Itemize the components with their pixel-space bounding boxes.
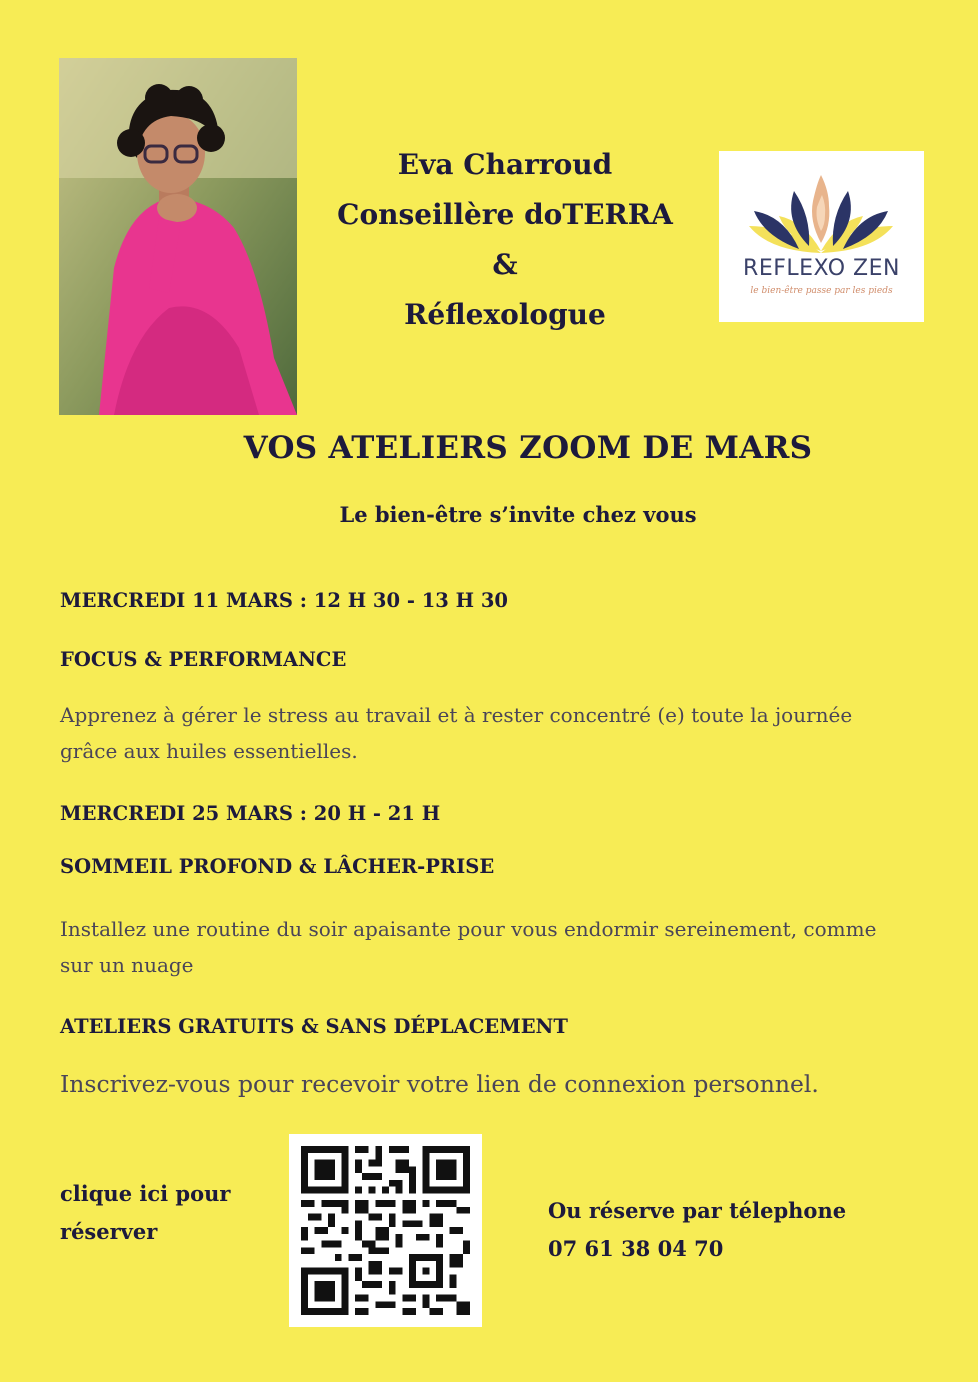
booking-link-line2: réserver xyxy=(60,1219,158,1244)
signup-text: Inscrivez-vous pour recevoir votre lien de connexion personnel. xyxy=(60,1070,819,1098)
subtitle-text: Le bien-être s’invite chez vous xyxy=(339,502,697,527)
phone-booking-label: Ou réserve par télephone xyxy=(548,1198,847,1223)
booking-link-line1: clique ici pour xyxy=(60,1181,231,1206)
person-role-doterra: Conseillère doTERRA xyxy=(337,198,673,231)
phone-number[interactable]: 07 61 38 04 70 xyxy=(548,1236,724,1261)
phone-booking xyxy=(548,1192,948,1268)
logo-tagline: le bien-être passe par les pieds xyxy=(750,286,893,296)
session-2-description: Installez une routine du soir apaisante pour vous endormir sereinement, comme sur un nuage xyxy=(60,917,877,977)
portrait-photo xyxy=(59,58,297,415)
qr-code-icon xyxy=(301,1146,470,1315)
logo-brand-name: REFLEXO ZEN xyxy=(743,256,900,281)
booking-link[interactable] xyxy=(60,1175,280,1251)
main-title-text: VOS ATELIERS ZOOM DE MARS xyxy=(243,430,813,466)
ampersand: & xyxy=(492,248,518,281)
reflexo-zen-logo xyxy=(719,151,924,322)
qr-code[interactable] xyxy=(289,1134,482,1327)
subtitle xyxy=(59,502,978,527)
session-1-title: FOCUS & PERFORMANCE xyxy=(60,648,347,671)
person-name: Eva Charroud xyxy=(397,148,613,181)
lotus-flame-logo-icon xyxy=(749,171,894,256)
free-workshops-heading: ATELIERS GRATUITS & SANS DÉPLACEMENT xyxy=(60,1015,568,1038)
session-1-description: Apprenez à gérer le stress au travail et à rester concentré (e) toute la journée grâce aux huiles essentielles. xyxy=(60,703,853,763)
main-title xyxy=(59,430,978,466)
session-2-title: SOMMEIL PROFOND & LÂCHER-PRISE xyxy=(60,855,495,878)
session-1-date: MERCREDI 11 MARS : 12 H 30 - 13 H 30 xyxy=(60,589,508,612)
portrait-illustration xyxy=(59,58,297,415)
session-2-date: MERCREDI 25 MARS : 20 H - 21 H xyxy=(60,802,441,825)
person-role-reflexology: Réflexologue xyxy=(404,298,606,331)
header-block xyxy=(300,140,710,340)
